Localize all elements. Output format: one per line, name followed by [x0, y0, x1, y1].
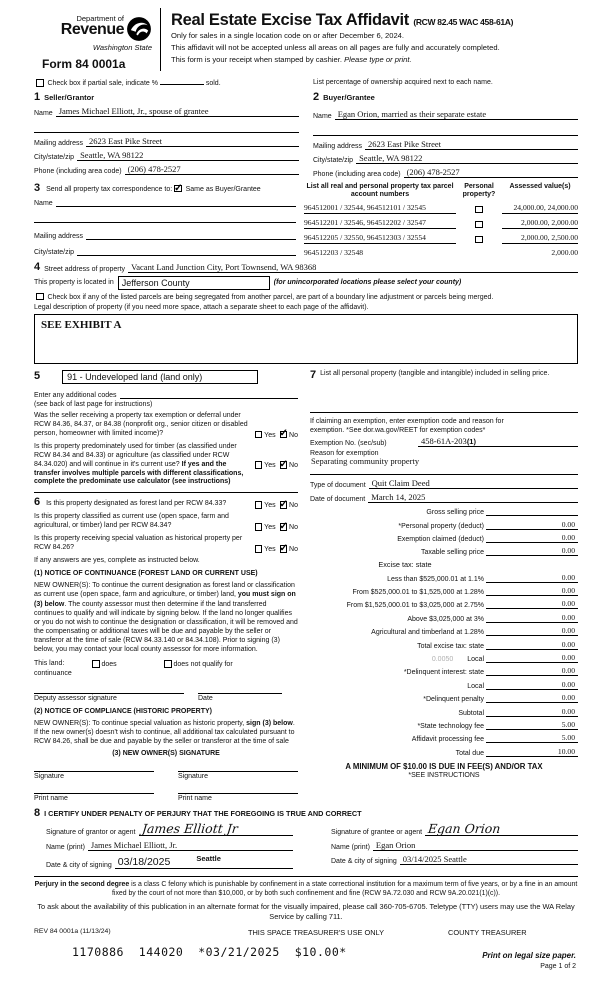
historical-property-question: Is this property receiving special valuation as historical property per RCW 84.26? — [34, 535, 243, 552]
tax-line-label: Exemption claimed (deduct) — [397, 535, 484, 543]
treasurer-receipt-stamp: 1170886 144020 *03/21/2025 $10.00* — [72, 944, 347, 959]
form-header — [34, 8, 578, 71]
excise-tax-state-heading: Excise tax: state — [378, 560, 432, 570]
grantee-printname-label: Name (print) — [331, 844, 370, 852]
assessed-value-field[interactable]: 2,000.00, 2,500.00 — [502, 233, 578, 244]
doc-date-label: Date of document — [310, 495, 366, 503]
washington-state-label: Washington State — [92, 43, 152, 52]
section-3-number: 3 — [34, 181, 41, 194]
assessed-value-field[interactable]: 2,000.00, 2,000.00 — [502, 218, 578, 229]
tax-line-label: From $1,525,000.01 to $3,025,000 at 2.75% — [346, 602, 484, 610]
no-checkbox-checked-icon[interactable] — [280, 523, 288, 531]
page-number: Page 1 of 2 — [540, 963, 576, 970]
tax-line-label: Local — [467, 682, 484, 690]
timber-agriculture-question: Is this property predominately used for timber (as classified under RCW 84.34 and 84.33) or agriculture (as classified under RCW 84.34.020) and will continue in it's current use? If yes and the transfer involves multiple parcels with different classifications, complete the predominate use calculator (see instructions) — [34, 442, 244, 486]
tax-line-label: Local — [467, 656, 484, 664]
tax-line-field[interactable]: 0.00 — [486, 626, 578, 636]
tax-line-field[interactable]: 0.00 — [486, 573, 578, 583]
correspondence-label: Send all property tax correspondence to: — [46, 185, 173, 193]
tax-line-label: *Delinquent interest: state — [403, 669, 484, 677]
this-land-label: This land: — [34, 660, 65, 668]
tax-line-field[interactable]: 5.00 — [486, 720, 578, 730]
tax-line-label: Subtotal — [458, 709, 484, 717]
tax-line-field[interactable] — [486, 506, 578, 516]
segregated-checkbox[interactable] — [36, 293, 44, 301]
reason-exemption-field[interactable]: Separating community property — [311, 455, 420, 466]
grantor-signature-field[interactable]: James Elliott Jr — [139, 824, 293, 836]
parcel-header-assessed: Assessed value(s) — [509, 182, 571, 190]
personal-property-intro: List all personal property (tangible and intangible) included in selling price. — [320, 369, 550, 377]
yes-checkbox[interactable] — [255, 501, 263, 509]
new-owner-printname-line[interactable]: Print name — [178, 793, 298, 802]
answers-yes-note: If any answers are yes, complete as instructed below. — [34, 557, 200, 565]
grantee-signature-field[interactable]: Egan Orion — [425, 824, 578, 836]
header-note-2: This affidavit will not be accepted unless all areas on all pages are fully and accurately completed. — [171, 42, 500, 52]
parcel-numbers-field[interactable]: 964512201 / 32546, 964512202 / 32547 — [304, 218, 456, 229]
corr-city-label: City/state/zip — [34, 248, 75, 256]
assessed-value-field[interactable]: 2,000.00 — [551, 248, 578, 258]
seller-title: Seller/Grantor — [44, 93, 95, 102]
see-instructions-note: *SEE INSTRUCTIONS — [408, 771, 480, 779]
form-rcw-ref: (RCW 82.45 WAC 458-61A) — [413, 17, 514, 27]
tax-line-field[interactable]: 0.00 — [486, 680, 578, 690]
does-not-checkbox[interactable] — [164, 660, 172, 668]
deputy-date-line[interactable]: Date — [198, 693, 282, 702]
corr-mailing-label: Mailing address — [34, 232, 84, 240]
grantor-printname-label: Name (print) — [46, 844, 85, 852]
no-checkbox-checked-icon[interactable] — [280, 501, 288, 509]
parcel-row — [304, 203, 578, 214]
buyer-mailing-label: Mailing address — [313, 142, 363, 150]
land-use-code-select[interactable]: 91 - Undeveloped land (land only) — [62, 370, 258, 384]
section-5-number: 5 — [34, 370, 41, 383]
grantee-signature-block — [319, 819, 578, 869]
dept-of-label: Department of — [76, 14, 124, 23]
grantor-date-label: Date & city of signing — [46, 862, 112, 870]
assessed-value-field[interactable]: 24,000.00, 24,000.00 — [502, 203, 578, 214]
seller-section — [34, 90, 299, 178]
legal-description-box[interactable] — [34, 314, 578, 364]
corr-name-label: Name — [34, 199, 53, 207]
seller-city-field[interactable]: Seattle, WA 98122 — [77, 151, 299, 161]
doc-type-label: Type of document — [310, 481, 366, 489]
perjury-warning: Perjury in the second degree is a class C felony which is punishable by confinement in a state correctional institution for a maximum term of five years, or by a fine in an amount fixed by the court of not more than $10,000, or by both such confinement and fine (RCW 9A.72.030 and RCW 9A.20.021(1)(c)). — [34, 881, 578, 898]
continuance-word: continuance — [34, 670, 72, 678]
deputy-assessor-signature-line[interactable]: Deputy assessor signature — [34, 693, 184, 702]
current-use-question: Is this property classified as current use (open space, farm and agricultural, or timber) land per RCW 84.34? — [34, 513, 229, 530]
exemption-deferral-answer: Yes ✓ No — [253, 431, 298, 439]
does-not-label: does not qualify for — [173, 661, 233, 669]
exemption-deferral-question: Was the seller receiving a property tax exemption or deferral under RCW 84.36, 84.37, or 84.38 (nonprofit org., senior citizen or disabled person, homeowner with limited income)? — [34, 411, 248, 437]
tax-line-field[interactable]: 0.00 — [486, 613, 578, 623]
same-as-buyer-checkbox-checked-icon[interactable] — [174, 185, 182, 193]
tax-line-label: Gross selling price — [426, 509, 484, 517]
tax-line-label: Less than $525,000.01 at 1.1% — [387, 575, 484, 583]
seller-name-label: Name — [34, 109, 53, 117]
treasurer-use-label: THIS SPACE TREASURER'S USE ONLY — [247, 927, 385, 937]
type-or-print-note: Please type or print. — [344, 54, 412, 64]
buyer-section — [313, 90, 578, 178]
yes-checkbox[interactable] — [255, 461, 263, 469]
same-as-buyer-label: Same as Buyer/Grantee — [185, 185, 261, 193]
new-owner-printname-line[interactable]: Print name — [34, 793, 154, 802]
seller-mailing-field[interactable]: 2623 East Pike Street — [86, 137, 299, 147]
section-6-number: 6 — [34, 496, 41, 509]
seller-phone-field[interactable]: (206) 478-2527 — [125, 165, 299, 175]
doc-type-field[interactable]: Quit Claim Deed — [369, 479, 578, 489]
does-label: does — [101, 661, 117, 669]
parcel-row — [304, 248, 578, 258]
county-note: (for unincorporated locations please select your county) — [273, 279, 462, 287]
tax-line-label: *State technology fee — [417, 722, 484, 730]
tax-line-label: *Delinquent penalty — [423, 696, 484, 704]
street-address-label: Street address of property — [44, 265, 126, 273]
buyer-name-field-2[interactable] — [313, 126, 578, 136]
local-rate-value: 0.0050 — [431, 656, 454, 664]
dor-swirl-icon — [126, 16, 152, 42]
yes-checkbox[interactable] — [255, 523, 263, 531]
tax-line-field[interactable]: 0.00 — [486, 666, 578, 676]
tax-line-field[interactable]: 0.00 — [486, 693, 578, 703]
tax-line-label: Agricultural and timberland at 1.28% — [371, 629, 484, 637]
segregated-label: Check box if any of the listed parcels are being segregated from another parcel, are part of a boundary line adjustment or parcels being merged. — [47, 293, 494, 301]
grantee-date-field[interactable]: 03/14/2025 Seattle — [400, 855, 578, 865]
tax-line-field[interactable]: 0.00 — [486, 546, 578, 556]
parcel-header-accounts: List all real and personal property tax parcel account numbers — [306, 182, 454, 198]
historical-property-answer: Yes ✓ No — [253, 545, 298, 553]
parcel-header-personal: Personal property? — [462, 182, 496, 198]
section-2-number: 2 — [313, 91, 320, 103]
parcel-numbers-field[interactable]: 964512203 / 32548 — [304, 248, 364, 258]
tax-line-label: Taxable selling price — [420, 549, 484, 557]
exemption-no-label: Exemption No. (sec/sub) — [310, 439, 387, 447]
seller-name-field[interactable]: James Michael Elliott, Jr., spouse of grantee — [56, 107, 299, 117]
legal-description-label: Legal description of property (if you need more space, attach a separate sheet to each page of the affidavit). — [34, 303, 369, 311]
section-8-number: 8 — [34, 807, 41, 820]
tax-line-label: From $525,000.01 to $1,525,000 at 1.28% — [352, 589, 484, 597]
header-note-3: This form is your receipt when stamped by cashier. Please type or print. — [171, 54, 412, 64]
new-owner-signature-line[interactable]: Signature — [178, 771, 298, 780]
grantee-printname-field[interactable]: Egan Orion — [373, 841, 578, 851]
buyer-phone-field[interactable]: (206) 478-2527 — [404, 168, 578, 178]
reason-exemption-label: Reason for exemption — [310, 449, 379, 457]
section-4-number: 4 — [34, 260, 41, 273]
buyer-city-field[interactable]: Seattle, WA 98122 — [356, 154, 578, 164]
minimum-fee-note: A MINIMUM OF $10.00 IS DUE IN FEE(S) AND/OR TAX — [345, 761, 543, 771]
buyer-city-label: City/state/zip — [313, 156, 354, 164]
current-use-answer: Yes ✓ No — [253, 523, 298, 531]
seller-phone-label: Phone (including area code) — [34, 167, 122, 175]
grantee-date-label: Date & city of signing — [331, 858, 397, 866]
partial-sale-label: Check box if partial sale, indicate % — [47, 80, 158, 87]
buyer-title: Buyer/Grantee — [323, 93, 375, 102]
buyer-mailing-field[interactable]: 2623 East Pike Street — [365, 140, 578, 150]
partial-sale-checkbox[interactable] — [36, 79, 44, 87]
no-checkbox-checked-icon[interactable] — [280, 461, 288, 469]
does-checkbox[interactable] — [92, 660, 100, 668]
print-legal-note: Print on legal size paper. — [482, 951, 576, 960]
county-treasurer-label: COUNTY TREASURER — [448, 927, 527, 937]
parcel-table — [304, 183, 578, 258]
form-title: Real Estate Excise Tax Affidavit (RCW 82.45 WAC 458-61A) — [171, 11, 514, 29]
grantee-sig-label: Signature of grantee or agent — [331, 829, 423, 837]
compliance-title: (2) NOTICE OF COMPLIANCE (HISTORIC PROPERTY) — [34, 708, 212, 716]
rev-form-id: REV 84 0001a (11/13/24) — [34, 927, 111, 935]
personal-property-checkbox[interactable] — [475, 221, 483, 229]
seller-name-field-2[interactable] — [34, 123, 299, 133]
partial-percent-field[interactable] — [160, 84, 204, 85]
tax-line-field[interactable]: 0.00 — [486, 586, 578, 596]
forest-land-answer: Yes ✓ No — [253, 501, 298, 509]
tax-line-field[interactable]: 0.00 — [486, 599, 578, 609]
tax-line-field[interactable]: 0.00 — [486, 640, 578, 650]
continuance-paragraph: NEW OWNER(S): To continue the current designation as forest land or classification as current use (open space, farm and agriculture, or timber) land, you must sign on (3) below. The county assessor must then determine if the land transferred continues to qualify and will indicate by signing below. If the land no longer qualifies or you do not wish to continue the designation or classification, it will be removed and the compensating or additional taxes will be due and payable by the seller or transferor at the time of sale (RCW 84.33.140 or 84.34.108). Prior to signing (3) below, you may contact your local county assessor for more information. — [34, 582, 298, 654]
grantor-sig-label: Signature of grantor or agent — [46, 829, 136, 837]
timber-agriculture-answer: Yes ✓ No — [253, 461, 298, 469]
property-section — [34, 262, 578, 364]
buyer-name-label: Name — [313, 112, 332, 120]
tax-line-label: Affidavit processing fee — [411, 736, 484, 744]
no-checkbox-checked-icon[interactable] — [280, 431, 288, 439]
buyer-phone-label: Phone (including area code) — [313, 170, 401, 178]
grantor-date-field[interactable]: 03/18/2025 Seattle — [115, 855, 293, 869]
new-owner-signature-line[interactable]: Signature — [34, 771, 154, 780]
tax-line-field[interactable]: 0.00 — [486, 707, 578, 717]
certify-statement: I CERTIFY UNDER PENALTY OF PERJURY THAT THE FOREGOING IS TRUE AND CORRECT — [44, 809, 362, 819]
seller-city-label: City/state/zip — [34, 153, 75, 161]
new-owners-signature-title: (3) NEW OWNER(S) SIGNATURE — [112, 750, 220, 758]
this-land-row — [34, 660, 298, 668]
partial-sold-label: sold. — [205, 80, 221, 87]
parcel-row — [304, 233, 578, 244]
accessibility-note: To ask about the availability of this publication in an alternate format for the visually impaired, please call 360-705-6705. Teletype (TTY) users may use the WA Relay Service by calling 711. — [37, 902, 575, 921]
exemption-no-field[interactable]: 458-61A-203(1) — [418, 437, 578, 447]
located-in-label: This property is located in — [34, 279, 114, 287]
forest-land-question: 6 Is this property designated as forest land per RCW 84.33? — [34, 496, 227, 509]
tax-line-field[interactable]: 0.00 — [486, 533, 578, 543]
ownership-note: List percentage of ownership acquired next to each name. — [313, 79, 493, 86]
compliance-paragraph: NEW OWNER(S): To continue special valuation as historic property, sign (3) below. If the new owner(s) doesn't wish to continue, all additional tax calculated pursuant to RCW 84.26, shall be due and payable by the seller or transferor at the time of sale — [34, 720, 295, 746]
no-checkbox-checked-icon[interactable] — [280, 545, 288, 553]
tax-line-field[interactable]: 0.00 — [486, 520, 578, 530]
personal-property-checkbox[interactable] — [475, 206, 483, 214]
tax-line-label: Total excise tax: state — [417, 642, 484, 650]
form-number: Form 84 0001a — [42, 57, 126, 71]
certification-section — [34, 808, 578, 869]
yes-checkbox[interactable] — [255, 545, 263, 553]
seller-mailing-label: Mailing address — [34, 139, 84, 147]
tax-line-field[interactable]: 10.00 — [486, 747, 578, 757]
parcel-numbers-field[interactable]: 964512205 / 32550, 964512303 / 32554 — [304, 233, 456, 244]
left-column — [34, 370, 298, 803]
grantor-printname-field[interactable]: James Michael Elliott, Jr. — [88, 841, 293, 851]
doc-date-field[interactable]: March 14, 2025 — [368, 493, 578, 503]
exemption-note: If claiming an exemption, enter exemption code and reason for exemption. *See dor.wa.gov/REET for exemption codes* — [310, 417, 504, 434]
street-address-field[interactable]: Vacant Land Junction City, Port Townsend, WA 98368 — [128, 263, 578, 273]
corr-name-field[interactable] — [56, 198, 296, 207]
parcel-row — [304, 218, 578, 229]
tax-line-field[interactable]: 0.00 — [486, 653, 578, 663]
dor-logo — [34, 8, 152, 71]
tax-line-field[interactable]: 5.00 — [486, 733, 578, 743]
tax-line-label: *Personal property (deduct) — [398, 522, 484, 530]
tax-line-label: Total due — [455, 749, 484, 757]
additional-codes-field[interactable] — [120, 390, 299, 399]
yes-checkbox[interactable] — [255, 431, 263, 439]
grantor-signature-block — [34, 819, 293, 869]
county-select[interactable]: Jefferson County — [118, 276, 270, 290]
corr-mailing-field[interactable] — [86, 231, 296, 240]
correspondence-section — [34, 183, 296, 258]
corr-name-field-2[interactable] — [34, 213, 296, 223]
right-column — [310, 370, 578, 803]
personal-property-checkbox[interactable] — [475, 236, 483, 244]
section-7-number: 7 — [310, 368, 317, 381]
personal-property-list-area[interactable] — [310, 381, 578, 407]
section-1-number: 1 — [34, 91, 41, 103]
buyer-name-field[interactable]: Egan Orion, married as their separate estate — [335, 110, 578, 120]
partial-sale-row — [34, 79, 299, 87]
continuance-title: (1) NOTICE OF CONTINUANCE (FOREST LAND OR CURRENT USE) — [34, 570, 258, 578]
corr-city-field[interactable] — [77, 247, 296, 256]
see-back-note: (see back of last page for instructions) — [34, 400, 153, 408]
header-note-1: Only for sales in a single location code on or after December 6, 2024. — [171, 31, 405, 40]
additional-codes-label: Enter any additional codes — [34, 391, 117, 399]
parcel-numbers-field[interactable]: 964512001 / 32544, 964512101 / 32545 — [304, 203, 456, 214]
tax-line-label: Above $3,025,000 at 3% — [407, 615, 484, 623]
revenue-label: Revenue — [60, 21, 124, 38]
legal-description-value: SEE EXHIBIT A — [41, 318, 122, 331]
